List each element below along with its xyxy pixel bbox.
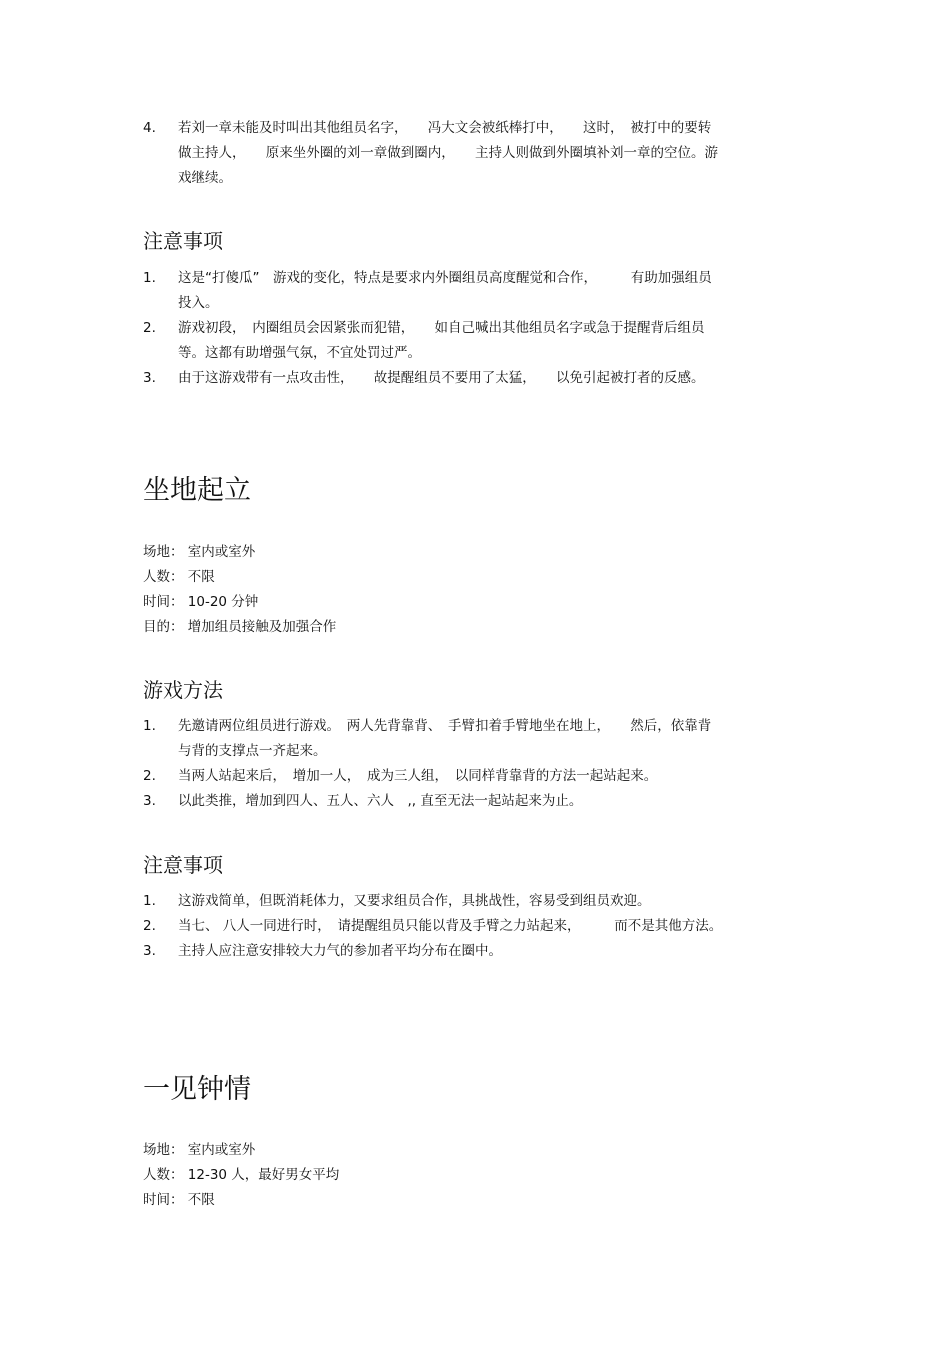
list-item: [143, 764, 723, 789]
list-text: 这游戏简单，但既消耗体力，又要求组员合作，具挑战性，容易受到组员欢迎。: [178, 893, 651, 909]
notes-list: [143, 889, 723, 964]
section-heading-notes: 注意事项: [143, 229, 223, 253]
method-list: [143, 714, 723, 814]
list-item: [143, 366, 723, 391]
time-line: 时间： 不限: [143, 1192, 215, 1208]
list-text: 游戏初段， 内圈组员会因紧张而犯错， 如自己喊出其他组员名字或急于提醒背后组员等。这都有助增强气氛，不宜处罚过严。: [178, 320, 705, 361]
venue-line: 场地： 室内或室外: [143, 544, 256, 560]
list-item: [143, 914, 723, 939]
list-text: 若刘一章未能及时叫出其他组员名字， 冯大文会被纸棒打中， 这时， 被打中的要转做主持人， 原来坐外圈的刘一章做到圈内， 主持人则做到外圈填补刘一章的空位。游戏继续。: [178, 120, 718, 186]
list-number: 1.: [143, 893, 156, 909]
people-line: 人数： 12-30 人，最好男女平均: [143, 1167, 340, 1183]
venue-line: 场地： 室内或室外: [143, 1142, 256, 1158]
time-line: 时间： 10-20 分钟: [143, 594, 259, 610]
list-text: 由于这游戏带有一点攻击性， 故提醒组员不要用了太猛， 以免引起被打者的反感。: [178, 370, 705, 386]
continued-list: [143, 116, 723, 191]
list-item: [143, 939, 723, 964]
list-item: [143, 789, 723, 814]
list-text: 当七、 八人一同进行时， 请提醒组员只能以背及手臂之力站起来， 而不是其他方法。: [178, 918, 723, 934]
list-item: [143, 116, 723, 191]
notes-list: [143, 266, 723, 391]
list-number: 2.: [143, 768, 156, 784]
game-title: 一见钟情: [143, 1074, 251, 1105]
list-item: [143, 714, 723, 764]
list-number: 4.: [143, 120, 156, 136]
list-item: [143, 316, 723, 366]
section-heading-method: 游戏方法: [143, 678, 223, 702]
list-number: 3.: [143, 793, 156, 809]
people-line: 人数： 不限: [143, 569, 215, 585]
game-meta: [143, 540, 336, 640]
list-text: 先邀请两位组员进行游戏。 两人先背靠背、 手臂扣着手臂地坐在地上， 然后，依靠背与背的支撑点一齐起来。: [178, 718, 712, 759]
list-number: 1.: [143, 270, 156, 286]
list-number: 3.: [143, 370, 156, 386]
list-number: 2.: [143, 320, 156, 336]
list-number: 2.: [143, 918, 156, 934]
list-number: 3.: [143, 943, 156, 959]
list-item: [143, 266, 723, 316]
section-heading-notes: 注意事项: [143, 853, 223, 877]
game-meta: [143, 1138, 339, 1213]
list-text: 当两人站起来后， 增加一人， 成为三人组， 以同样背靠背的方法一起站起来。: [178, 768, 658, 784]
list-text: 主持人应注意安排较大力气的参加者平均分布在圈中。: [178, 943, 502, 959]
list-text: 以此类推，增加到四人、五人、六人 ,, 直至无法一起站起来为止。: [178, 793, 583, 809]
list-number: 1.: [143, 718, 156, 734]
game-title: 坐地起立: [143, 475, 251, 506]
goal-line: 目的： 增加组员接触及加强合作: [143, 619, 337, 635]
list-item: [143, 889, 723, 914]
list-text: 这是“打傻瓜” 游戏的变化，特点是要求内外圈组员高度醒觉和合作， 有助加强组员投入。: [178, 270, 712, 311]
